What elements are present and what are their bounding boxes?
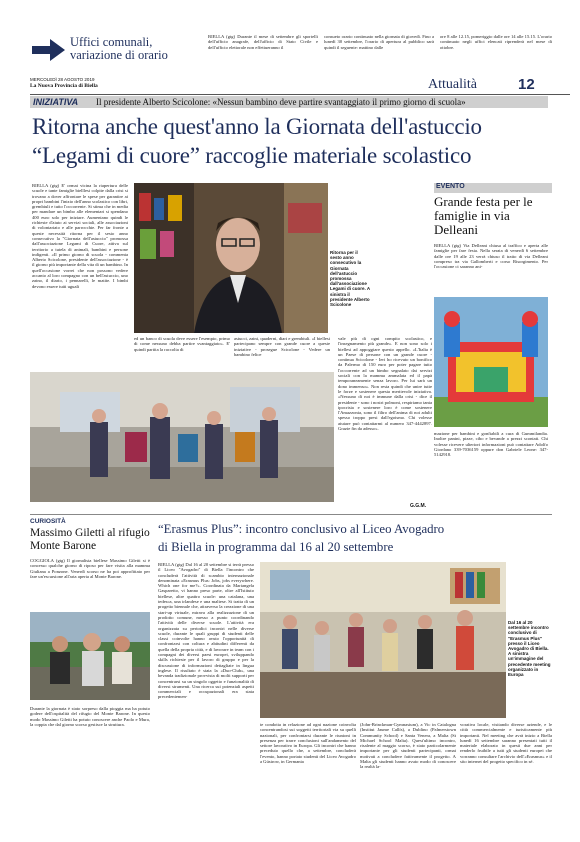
erasmus-headline-line2: di Biella in programma dal 16 al 20 settembre: [158, 540, 394, 554]
bouncy-castle-image: [434, 297, 548, 427]
headline-line2: “Legami di cuore” raccoglie materiale scolastico: [32, 143, 472, 168]
kicker-label: INIZIATIVA: [33, 97, 79, 107]
notice-title: [70, 36, 210, 62]
notice-title-line2: variazione di orario: [70, 48, 168, 62]
top-notice: [30, 32, 570, 72]
page-number: 12: [518, 76, 535, 93]
article-subhead: Il presidente Alberto Scicolone: «Nessun bambino deve partire svantaggiato il primo giorno di scuola»: [96, 97, 466, 107]
erasmus-col-1: BIELLA (gtg) Dal 16 al 20 settembre si terrà presso il Liceo "Avogadro" di Biella l'incontro che concluderà l'attività di scambio internazionale denominata «Erasmus Plus: Jobs, jobs everywhere. Which one for me?». Coordinata da Mariangela Gasparetto, vi hanno preso parte, oltre all'Istituto biellese, altre quattro scuole: una catalana, una tedesca, una irlandese e una maltese. Si tratta di un progetto biennale che, attraverso la creazione di una start-up virtuale, mirava alla realizzazione di un prodotto comune, messo a punto coordinando l'attività delle diverse scuole. L'attività era organizzata su periodici incontri nelle diverse scuole, durante le quali gruppi di studenti delle classi coinvolte hanno avuto l'opportunità di confrontarsi con coltura e abitudini differenti da quella della propria città, e di lavorare in team con i compagni dei diversi paesi europei, sviluppando skills richieste per il lavoro di gruppo e per la discussione di informazioni dettagliate in lingua inglese. Il risultato è stata la «Duo-Club», una bevanda tradizionale provvista di molti supporti per concentrarsi su un singolo oggetto e funzionalità di diversi strumenti. Una ricerca sui potenziali aspetti commerciali e occupazionali era stata precedentemen-: [158, 562, 254, 700]
photo-children-image: [30, 372, 334, 502]
erasmus-col-2: te condotta in relazione ad ogni nazione coinvolta concentrandosi sui soggetti territoriali via su quelli nazionali, per confrontarsi durante le riunioni in presenza per trarre conclusioni sull'andamento del settore lavorativo in Europa. Gli incontri che hanno preceduto quello che, a settembre, concluderà l'evento, hanno portato studenti del Liceo Avogadro a Güstrow, in Germania: [260, 722, 356, 765]
main-photo-caption: Ritorna per il sesto anno consecutivo la Giornata dell'astuccio promossa dall'associazione Legami di cuore. A sinistra il presidente Alberto Scicolone: [330, 250, 370, 308]
main-col-2: ed un banco di scuola deve essere l'esempio, primo di come nessuno debba partire svantaggiato». E' quindi partita la raccolta di: [134, 336, 230, 352]
curiosita-box: [30, 518, 152, 830]
evento-text-2: mazione per bambini e gonfiabili a cura di Gummilandia. Inoltre panini, pizze, cibo e bevande a prezzi scontati. Chi volesse ricevere ulteriori informazioni può contattare Adolfo Giordano 339-7036159 oppure don Gabriele Leone: 347-5142918.: [434, 431, 548, 458]
curiosita-text-2: Durante la giornata è stato sorpreso dalla pioggia ma ha potuto godere dell'ospitalità del rifugio del Monte Barone. In questo modo Massimo Giletti ha potuto conoscere anche Paolo e Mura, la coppia che dal giorno scorso gestisce la struttura.: [30, 706, 150, 727]
notice-col-3: ore 8 alle 12.15, pomeriggio dalle ore 14 alle 15.15. L'orario continuato negli uffici elencati riprenderà nel mese di ottobre.: [440, 34, 552, 50]
erasmus-col-3: (John-Brinckman-Gymnasium), a Vic in Catalogna (Institut Jaume Callís), a Dublino (Palmerstown Community School) e Santa Venera, a Malta (St Michael School Malta). Quest'ultimo incontro, risalente al maggio scorso, è stato particolarmente importante per gli studenti partecipanti, ormai motivati a concludere fattivamente il progetto. A Malta gli studenti hanno avuto modo di conoscere la realtà la-: [360, 722, 456, 770]
article-headline: [32, 112, 552, 170]
evento-box: [434, 183, 552, 509]
section-name: Attualità: [428, 77, 477, 92]
evento-label: EVENTO: [434, 183, 552, 193]
headline-line1: Ritorna anche quest'anno la Giornata dell'astuccio: [32, 114, 482, 139]
photo-president: [134, 183, 328, 333]
evento-text-1: BIELLA (gtg) Via Delleani chiusa al traffico e aperta alle famiglie per fare festa. Nella serata di venerdì 6 settembre dalle ore 19 alle 23 verrà chiuso il tratto di via Delleani compreso tra via Gallomberti e corso Risorgimento. Per l'occasione ci saranno ani-: [434, 243, 548, 270]
masthead: [30, 76, 570, 95]
erasmus-headline: [158, 520, 552, 556]
notice-col-1: BIELLA (gtg) Durante il mese di settembre gli sportelli dell'ufficio anagrafe, dell'ufficio di Stato Civile e dell'ufficio elettorale non effettueranno il: [208, 34, 318, 50]
evento-title: Grande festa per le famiglie in via Delleani: [434, 194, 533, 237]
erasmus-meeting-image: [260, 562, 506, 718]
photo-giletti: [30, 612, 150, 700]
issue-date: MERCOLEDÌ 28 AGOSTO 2019: [30, 77, 95, 82]
giletti-image: [30, 612, 150, 700]
arrow-right-icon: [32, 38, 66, 62]
section-divider: [30, 514, 552, 515]
erasmus-headline-line1: “Erasmus Plus”: incontro conclusivo al Liceo Avogadro: [158, 522, 445, 536]
main-col-4: vale più di ogni compito scolastico, e l'insegnamento più grande». E non sono solo i biellesi ad appoggiare questo appello. «L'Italia è un Paese di persone con un grande cuore - continua Scicolone - Ieri ho ricevuto un bonifico da Palermo di 150 euro per poter pagare tutto l'occorrente ad un bimbo segnalato dai servizi sociali con la mamma ammalata ed il papà temporaneamente senza lavoro. Per lui sarà un dono immenso». Non resta quindi che unire tutte le forze e sostenere questa meritevole iniziativa. «Nessuno di noi è immune dalla crisi - dice il presidente - sono i nostri polmoni, respiriamo tanta ipocrisia e sostenere loro è come sostenere l'Amazzonia, sono il filtro dell'anima di noi adulti spesso troppo presi dall'egoismo. Chi volesse aiutare può contattarmi al numero 347-4442897. Grazie fin da adesso».: [338, 336, 432, 432]
notice-col-2: consueto orario continuato nella giornata di giovedì. Fino a lunedì 30 settembre, l'orario di apertura al pubblico sarà quindi il seguente: mattino dalle: [324, 34, 434, 50]
article-signature: G.G.M.: [410, 503, 427, 509]
curiosita-label: CURIOSITÀ: [30, 518, 66, 525]
photo-erasmus-meeting: [260, 562, 506, 718]
photo-president-image: [134, 183, 328, 333]
curiosita-title: Massimo Giletti al rifugio Monte Barone: [30, 527, 150, 552]
erasmus-col-4: vorativa locale, visitando diverse aziende, e le città commercialmente e turisticamente più importanti. Nel meeting che avrà inizio a Biella lunedì 16 settembre saranno presentati tutti il materiale elaborato in questi due anni per renderlo fruibile a tutti gli studenti europei che vorranno consultare l'archivio dell'«Erasmus» e il sito internet del progetto specifico in sé.: [460, 722, 552, 765]
erasmus-photo-caption: Dal 16 al 20 settembre incontro conclusivo di "Erasmus Plus" presso il Liceo Avogadro di Biella. A sinistra un'immagine del precedente meeting organizzato in Europa: [508, 620, 551, 678]
photo-bouncy-castle: [434, 297, 548, 427]
photo-children: [30, 372, 334, 502]
curiosita-text-1: COGGIOLA (gtg) Il giornalista biellese Massimo Giletti si è concesso qualche giorno di riposo per fare visita alla mamma Giuliana a Ponzone. Venerdì scorso ne ha poi approfittato per fare un'escursione all'aria aperta al Monte Barone.: [30, 558, 150, 579]
notice-title-line1: Uffici comunali,: [70, 35, 153, 49]
main-col-1: BIELLA (gtg) E' ormai vicina la riapertura delle scuole e tante famiglie bielllesi colpite dalla crisi si trovano a dover affrontare le spese per garantire ai propri bambini l'inizio dell'anno scolastico con libri, grembiuli e tutto l'occorrente. Si stima che in media per mandare un bimbo alle elementari si spendano 400 euro solo per iniziare. Aumentano quindi le richieste d'aiuto ai servizi sociali, alle associazioni di volontariato e alle parrocchie. Per far fronte a queste necessità ritorna per il sesto anno consecutivo la "Giornata dell'astuccio" promossa dall'associazione Legami di Cuore, attiva sul territorio a tutela di animali, bambini e persone indigenti. «Il primo giorno di scuola - commenta Alberto Scicolone, presidente dell'associazione - è il giorno più importante della vita di un bambino. In quell'occasione vorrei che non possono vedere accanto al loro compagno con un bell'astuccio, uno zaino, il diario, i pennarelli, le matite. I bimbi devono essere tutti uguali: [32, 183, 128, 289]
main-col-3: astucci, zaini, quaderni, diari e grembiuli. «I biellesi partecipano sempre con grande cuore a queste iniziative - prosegue Scicolone - Vedere un bambino felice: [234, 336, 330, 357]
newspaper-name: La Nuova Provincia di Biella: [30, 83, 98, 89]
